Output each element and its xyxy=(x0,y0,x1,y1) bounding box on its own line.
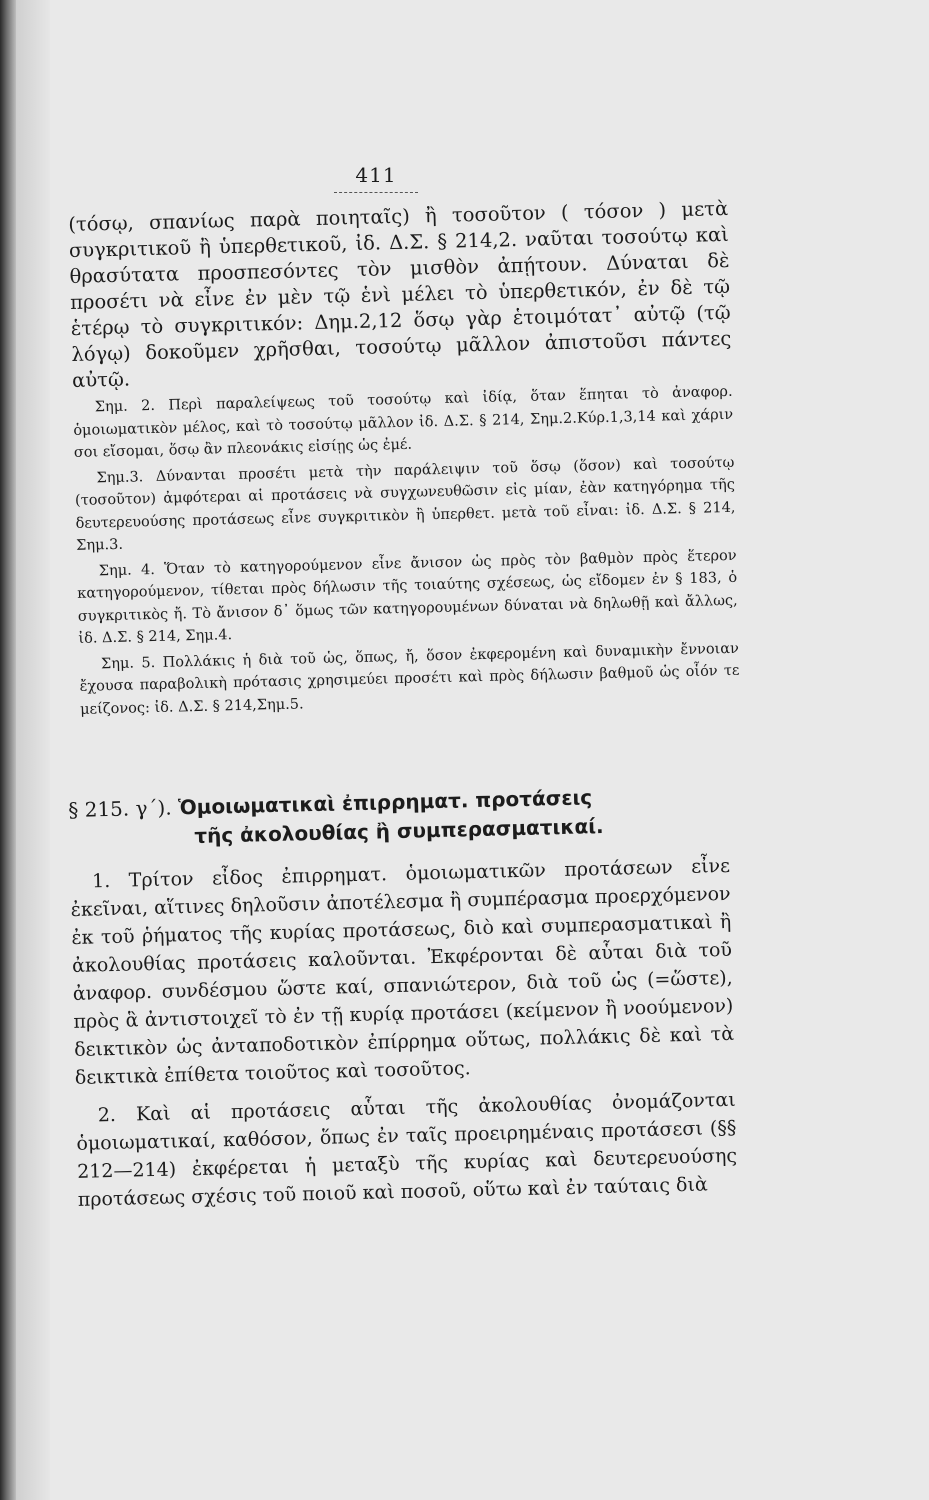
note-2: Σημ. 2. Περὶ παραλείψεως τοῦ τοσούτῳ καὶ ἰδίᾳ, ὅταν ἕπηται τὸ ἀναφορ. ὁμοιωματικὸν μέλος, καὶ τὸ τοσούτῳ μᾶλλον ἰδ. Δ.Σ. § 214, Σημ.2.Κύρ.1,3,14 καὶ χάριν σοι εἴσομαι, ὅσῳ ἂν πλεονάκις εἰσίῃς ὡς ἐμέ. xyxy=(73,383,734,461)
book-edge xyxy=(0,0,16,1500)
note-5: Σημ. 5. Πολλάκις ἡ διὰ τοῦ ὡς, ὅπως, ἤ, ὅσον ἐκφερομένη καὶ δυναμικὴν ἔννοιαν ἔχουσα παραβολικὴ πρότασις χρησιμεύει προσέτι καὶ πρὸς δήλωσιν βαθμοῦ ὡς οἷόν τε μείζονος: ἰδ. Δ.Σ. § 214,Σημ.5. xyxy=(79,640,740,718)
page-number: 411 xyxy=(355,163,397,187)
upper-text-block xyxy=(68,196,740,721)
paragraph-2: 2. Καὶ αἱ προτάσεις αὗται τῆς ἀκολουθίας ὀνομάζονται ὁμοιωματικαί, καθόσον, ὅπως ἐν ταῖς προειρημέναις προτάσεσι (§§ 212—214) ἐκφέρεται ἡ μεταξὺ τῆς κυρίας καὶ δευτερευούσης προτάσεως σχέσις τοῦ ποιοῦ καὶ ποσοῦ, οὕτω καὶ ἐν ταύταις διὰ xyxy=(76,1088,738,1211)
section-title-line1: Ὁμοιωματικαὶ ἐπιρρηματ. προτάσεις xyxy=(177,785,593,820)
section-heading xyxy=(68,780,729,854)
paragraph-1: 1. Τρίτον εἶδος ἐπιρρηματ. ὁμοιωματικῶν προτάσεων εἶνε ἐκεῖναι, αἵτινες δηλοῦσιν ἀποτέλεσμα ἢ συμπέρασμα προερχόμενον ἐκ τοῦ ῥήματος τῆς κυρίας προτάσεως, διὸ καὶ συμπερασματικαὶ ἢ ἀκολουθίας προτάσεις καλοῦνται. Ἐκφέρονται δὲ αὗται διὰ τοῦ ἀναφορ. συνδέσμου ὥστε καί, σπανιώτερον, διὰ τοῦ ὡς (=ὥστε), πρὸς ἃ ἀντιστοιχεῖ τὸ ἐν τῇ κυρίᾳ προτάσει (κείμενον ἢ νοούμενον) δεικτικὸν ὡς ἀνταποδοτικὸν ἐπίρρημα οὕτως, πολλάκις δὲ καὶ τὰ δεικτικὰ ἐπίθετα τοιοῦτος καὶ τοσοῦτος. xyxy=(70,854,735,1089)
section-title-line2: τῆς ἀκολουθίας ἢ συμπερασματικαί. xyxy=(193,813,604,848)
note-3: Σημ.3. Δύνανται προσέτι μετὰ τὴν παράλειψιν τοῦ ὅσῳ (ὅσον) καὶ τοσούτῳ (τοσοῦτον) ἀμφότεραι αἱ προτάσεις νὰ συγχωνευθῶσιν εἰς μίαν, ἐὰν κατηγόρημα τῆς δευτερευούσης προτάσεως εἶνε συγκριτικὸν ἢ ὑπερθετ. μετὰ τοῦ εἶναι: ἰδ. Δ.Σ. § 214, Σημ.3. xyxy=(74,454,736,554)
note-4: Σημ. 4. Ὅταν τὸ κατηγορούμενον εἶνε ἄνισον ὡς πρὸς τὸν βαθμὸν πρὸς ἕτερον κατηγορούμενον, τίθεται πρὸς δήλωσιν τῆς τοιαύτης σχέσεως, ὡς εἴδομεν ἐν § 183, ὁ συγκριτικὸς ἤ. Τὸ ἄνισον δ᾽ ὅμως τῶν κατηγορουμένων δύναται νὰ δηλωθῇ καὶ ἄλλως, ἰδ. Δ.Σ. § 214, Σημ.4. xyxy=(77,547,738,647)
book-page xyxy=(16,0,929,1500)
section-block xyxy=(68,780,738,1214)
section-number: § 215. γ΄). xyxy=(68,795,172,822)
page-number-rule xyxy=(334,192,418,193)
top-paragraph: (τόσῳ, σπανίως παρὰ ποιηταῖς) ἢ τοσοῦτον ( τόσον ) μετὰ συγκριτικοῦ ἢ ὑπερθετικοῦ, ἰδ. Δ.Σ. § 214,2. ναῦται τοσούτῳ καὶ θρασύτατα προσπεσόντες τὸν μισθὸν ἀπῄτουν. Δύναται δὲ προσέτι νὰ εἶνε ἐν μὲν τῷ ἑνὶ μέλει τὸ ὑπερθετικόν, ἐν δὲ τῷ ἑτέρῳ τὸ συγκριτικόν: Δημ.2,12 ὅσῳ γὰρ ἑτοιμότατ᾽ αὐτῷ (τῷ λόγῳ) δοκοῦμεν χρῆσθαι, τοσούτῳ μᾶλλον ἀπιστοῦσι πάντες αὐτῷ. xyxy=(68,196,732,392)
binding-shadow xyxy=(16,0,50,1500)
